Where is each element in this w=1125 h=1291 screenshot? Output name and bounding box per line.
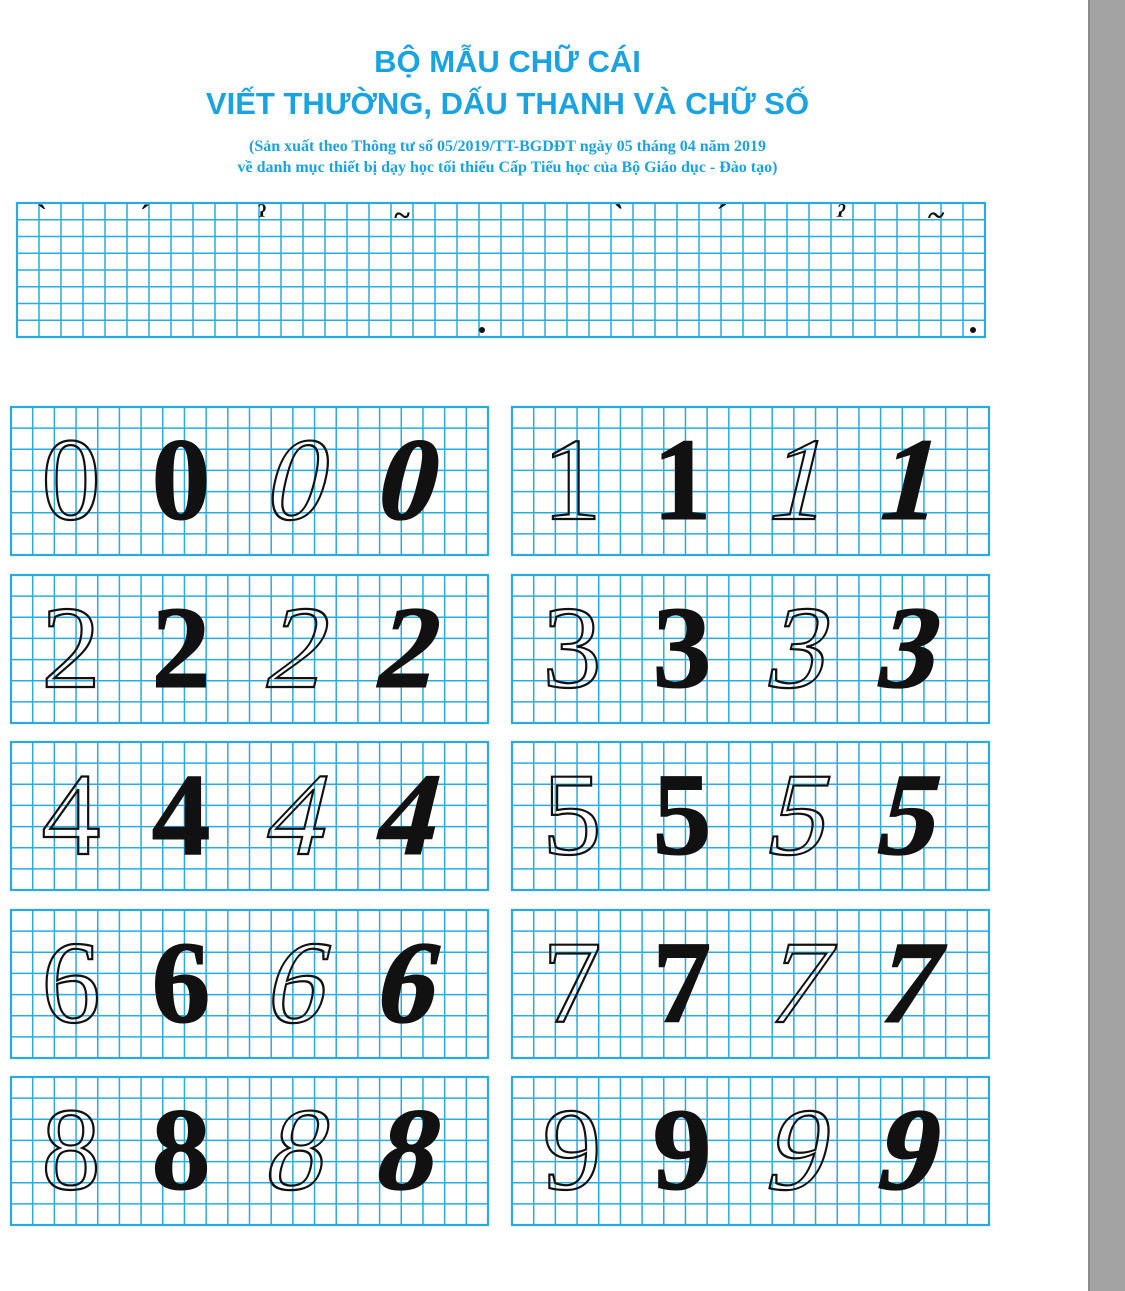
subtitle-line-2: về danh mục thiết bị dạy học tối thiểu Cấp Tiểu học của Bộ Giáo dục - Đào tạo) — [237, 159, 778, 176]
digit-5-bold-slanted: 5 — [866, 748, 957, 880]
digit-0-bold-upright: 0 — [151, 414, 211, 545]
digit-panel-9 — [512, 1077, 989, 1225]
digit-6-thin-upright: 6 — [41, 917, 101, 1048]
digit-6-thin-slanted: 6 — [255, 916, 346, 1048]
tone-mark: ˀ — [258, 199, 266, 232]
digit-4-bold-upright: 4 — [151, 749, 211, 880]
digit-9-thin-upright: 9 — [542, 1084, 602, 1215]
dot-below-mark — [479, 327, 485, 333]
digit-6-bold-slanted: 6 — [365, 916, 456, 1048]
digit-5-thin-slanted: 5 — [756, 748, 847, 880]
digit-panel-1 — [512, 407, 989, 555]
digit-7-thin-upright: 7 — [542, 917, 602, 1048]
digit-panel-6 — [11, 910, 488, 1058]
subtitle-line-1: (Sản xuất theo Thông tư số 05/2019/TT-BGDĐT ngày 05 tháng 04 năm 2019 — [249, 138, 766, 155]
vertical-scrollbar[interactable] — [1088, 0, 1125, 1291]
digit-9-bold-slanted: 9 — [866, 1083, 957, 1215]
digit-8-bold-upright: 8 — [151, 1084, 211, 1215]
tone-mark: ` — [37, 199, 47, 232]
digit-panel-2 — [11, 575, 488, 723]
digit-1-thin-slanted: 1 — [756, 413, 847, 545]
digit-panel-4 — [11, 742, 488, 890]
tone-mark: ˀ — [832, 198, 848, 232]
tone-mark: ´ — [140, 199, 150, 232]
digit-4-thin-upright: 4 — [41, 749, 101, 880]
digit-panel-0 — [11, 407, 488, 555]
page-title-line-2: VIẾT THƯỜNG, DẤU THANH VÀ CHỮ SỐ — [205, 86, 810, 121]
tone-mark: ` — [608, 198, 626, 232]
digit-2-bold-upright: 2 — [151, 582, 211, 713]
digit-7-thin-slanted: 7 — [756, 916, 847, 1048]
digit-0-bold-slanted: 0 — [365, 413, 456, 545]
tone-mark: ´ — [711, 198, 729, 232]
digit-panel-3 — [512, 575, 989, 723]
digit-9-thin-slanted: 9 — [756, 1083, 847, 1215]
tone-mark: ~ — [924, 198, 948, 232]
digit-0-thin-upright: 0 — [41, 414, 101, 545]
digit-7-bold-slanted: 7 — [866, 916, 957, 1048]
page-title-line-1: BỘ MẪU CHỮ CÁI — [374, 44, 641, 79]
digit-0-thin-slanted: 0 — [255, 413, 346, 545]
digit-1-thin-upright: 1 — [542, 414, 602, 545]
digit-2-thin-slanted: 2 — [255, 581, 346, 713]
digit-2-bold-slanted: 2 — [365, 581, 456, 713]
digit-panel-7 — [512, 910, 989, 1058]
digit-3-thin-upright: 3 — [542, 582, 602, 713]
digit-7-bold-upright: 7 — [652, 917, 712, 1048]
digit-5-bold-upright: 5 — [652, 749, 712, 880]
digit-3-thin-slanted: 3 — [756, 581, 847, 713]
digit-panel-8 — [11, 1077, 488, 1225]
digit-8-thin-slanted: 8 — [255, 1083, 346, 1215]
tone-mark: ~ — [394, 199, 410, 232]
digit-panel-5 — [512, 742, 989, 890]
digit-8-thin-upright: 8 — [41, 1084, 101, 1215]
digit-1-bold-slanted: 1 — [866, 413, 957, 545]
digit-3-bold-slanted: 3 — [866, 581, 957, 713]
tone-mark-grid — [17, 198, 985, 337]
digit-1-bold-upright: 1 — [652, 414, 712, 545]
digit-3-bold-upright: 3 — [652, 582, 712, 713]
digit-4-thin-slanted: 4 — [255, 748, 346, 880]
dot-below-mark — [970, 327, 976, 333]
digit-9-bold-upright: 9 — [652, 1084, 712, 1215]
digit-4-bold-slanted: 4 — [365, 748, 456, 880]
digit-8-bold-slanted: 8 — [365, 1083, 456, 1215]
digit-6-bold-upright: 6 — [151, 917, 211, 1048]
digit-5-thin-upright: 5 — [542, 749, 602, 880]
digit-2-thin-upright: 2 — [41, 582, 101, 713]
